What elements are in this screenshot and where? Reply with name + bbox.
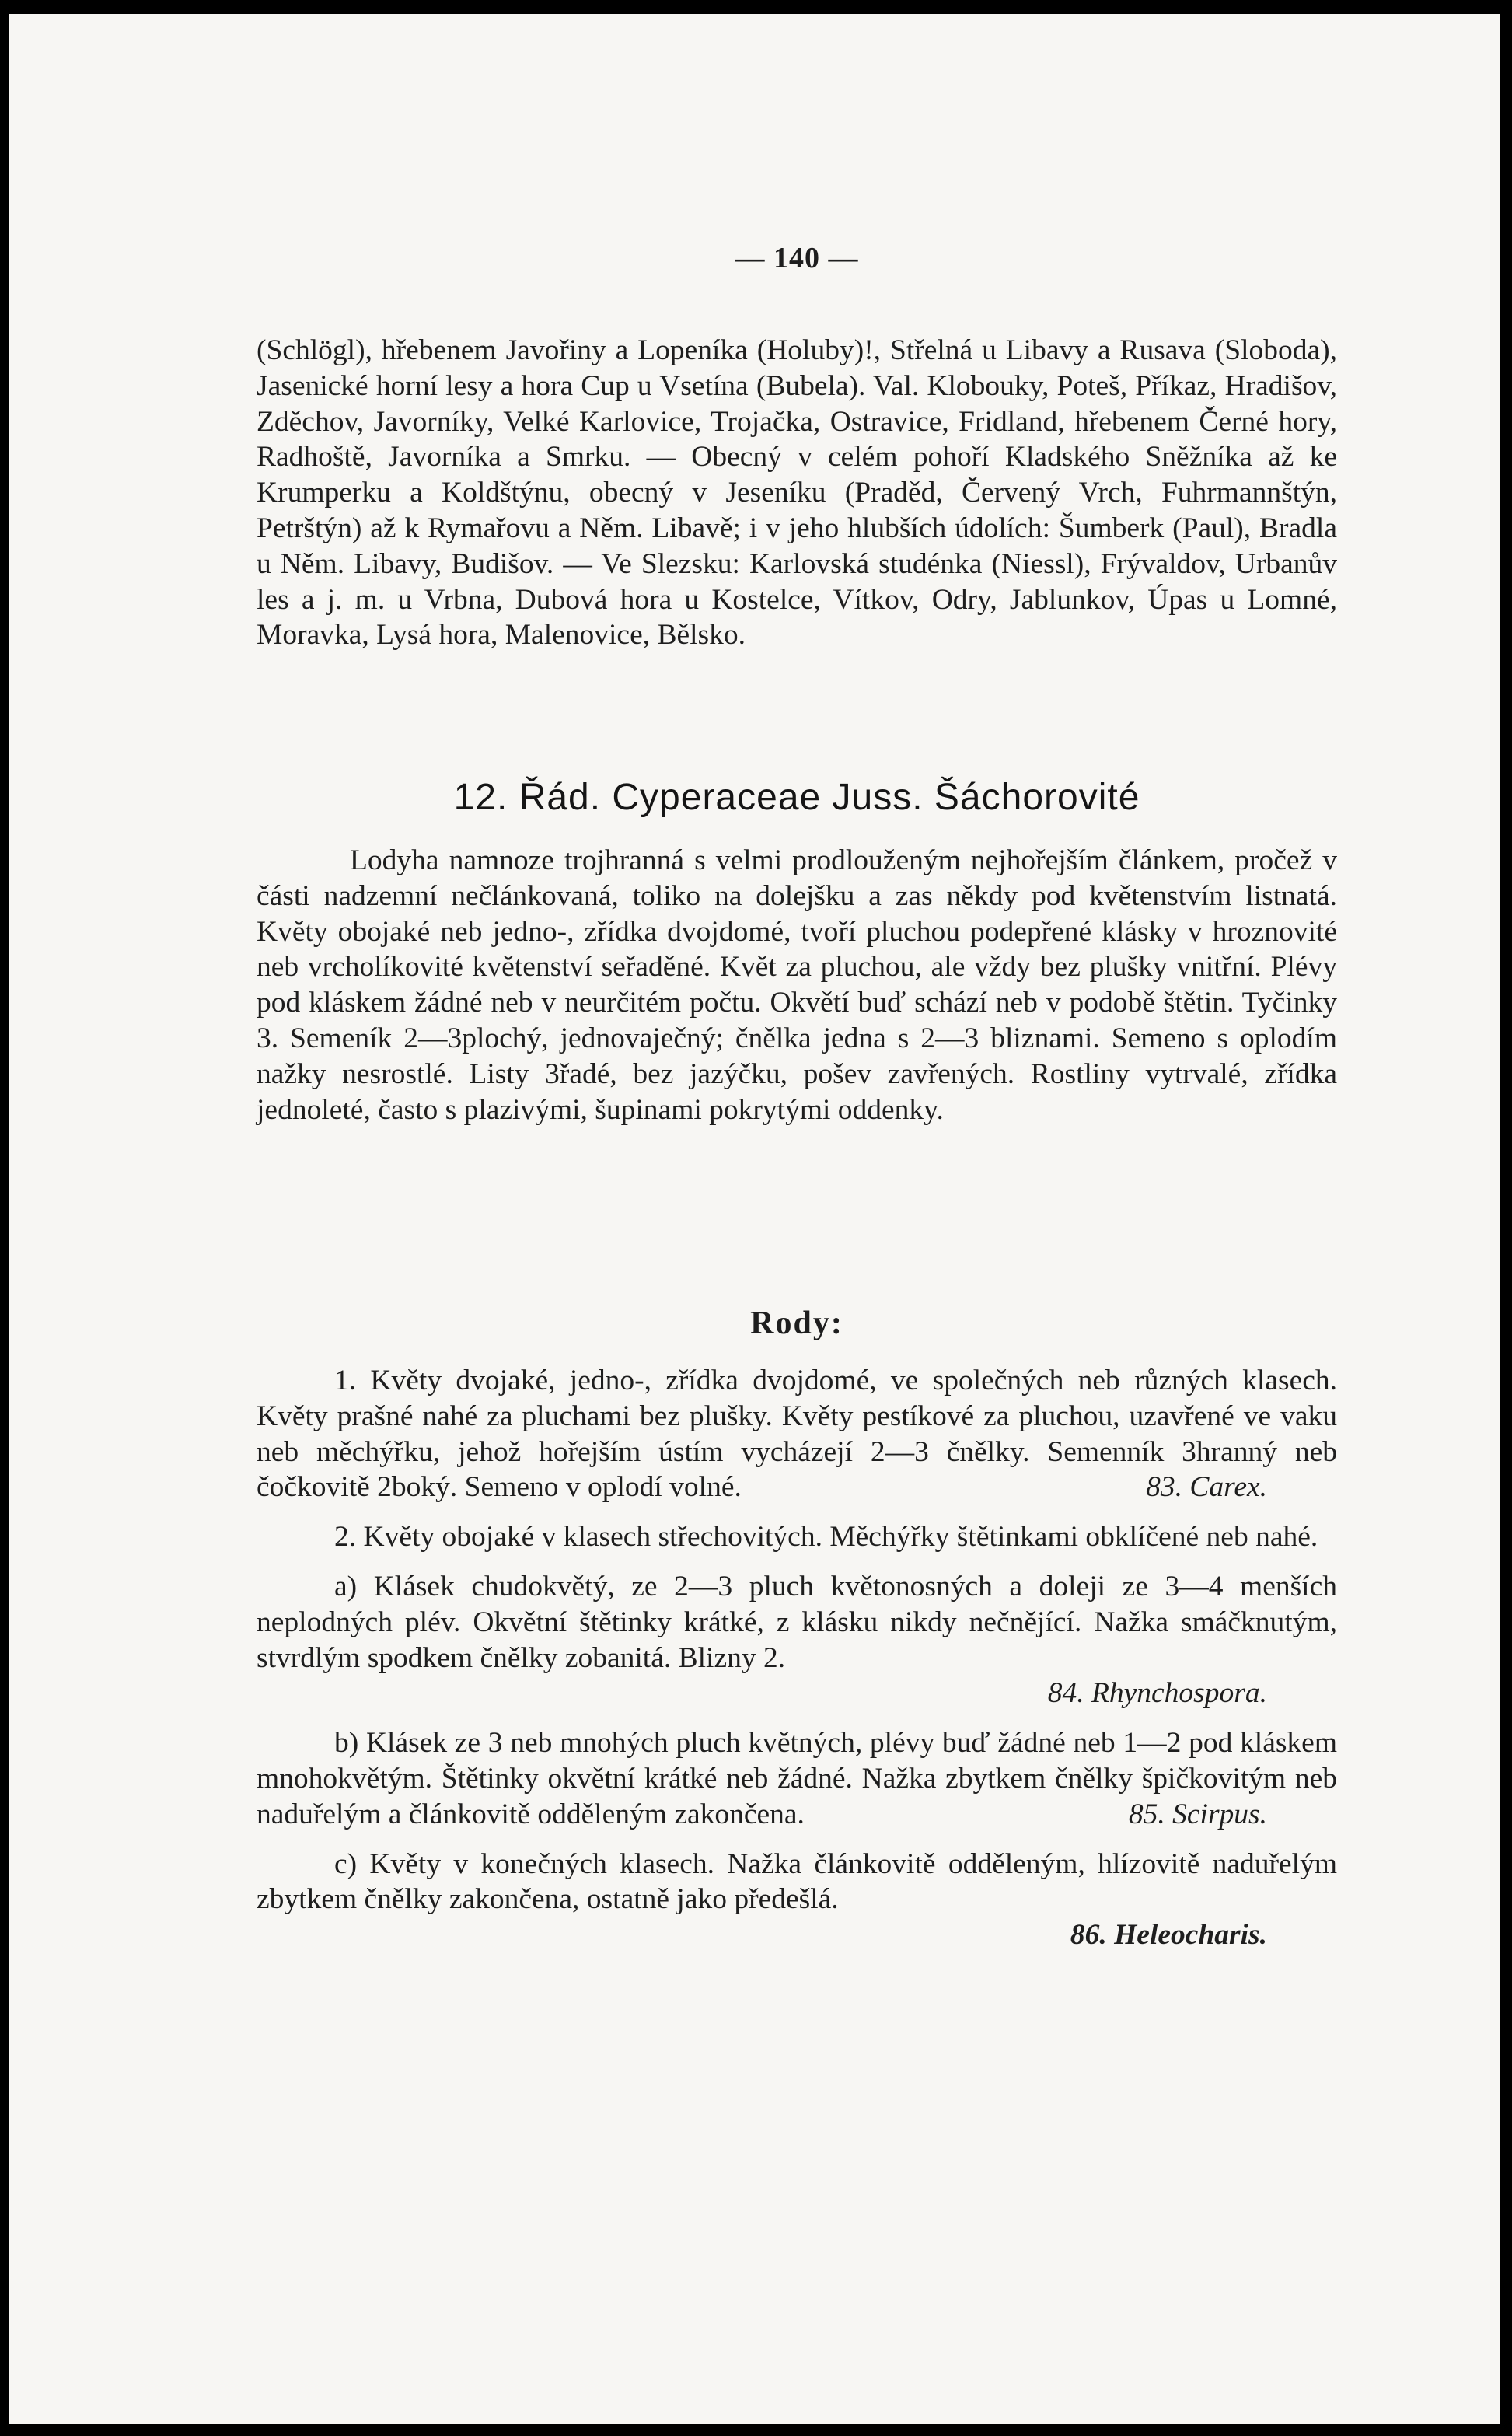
key-entry-2a-text: a) Klásek chudokvětý, ze 2—3 pluch květonosných a doleji ze 3—4 menších neplodných plév. Okvětní štětinky krátké, z klásku nikdy nečnějící. Nažka smáčknutým, stvrdlým spodkem čnělky zobanitá. Blizny 2. (257, 1570, 1337, 1674)
key-entry-2b-text: b) Klásek ze 3 neb mnohých pluch květných, plévy buď žádné neb 1—2 pod kláskem mnohokvětým. Štětinky okvětní krátké neb žádné. Nažka zbytkem čnělky špičkovitým neb naduřelým a článkovitě odděleným zakončena. (257, 1727, 1337, 1830)
continued-paragraph: (Schlögl), hřebenem Javořiny a Lopeníka (Holuby)!, Střelná u Libavy a Rusava (Sloboda), Jasenické horní lesy a hora Cup u Vsetína (Bubela). Val. Klobouky, Poteš, Příkaz, Hradišov, Zděchov, Javorníky, Velké Karlovice, Trojačka, Ostravice, Fridland, hřebenem Černé hory, Radhoště, Javorníka a Smrku. — Obecný v celém pohoří Kladského Sněžníka až ke Krumperku a Koldštýnu, obecný v Jeseníku (Praděd, Červený Vrch, Fuhrmannštýn, Petrštýn) až k Rymařovu a Něm. Libavě; i v jeho hlubších údolích: Šumberk (Paul), Bradla u Něm. Libavy, Budišov. — Ve Slezsku: Karlovská studénka (Niessl), Frývaldov, Urbanův les a j. m. u Vrbna, Dubová hora u Kostelce, Vítkov, Odry, Jablunkov, Úpas u Lomné, Moravka, Lysá hora, Malenovice, Bělsko. (257, 334, 1337, 652)
book-page (9, 14, 1500, 2424)
genera-key (257, 1363, 1337, 1967)
genus-heleocharis: 86. Heleocharis. (1070, 1919, 1267, 1952)
genera-heading: Rody: (750, 1305, 843, 1341)
key-entry-2 (257, 1519, 1337, 1555)
key-entry-2a (257, 1569, 1337, 1711)
genus-rhynchospora: 84. Rhynchospora. (1047, 1677, 1267, 1710)
key-entry-2-text: 2. Květy obojaké v klasech střechovitých. Měchýřky štětinkami obklíčené neb nahé. (334, 1521, 1318, 1554)
genus-scirpus: 85. Scirpus. (1128, 1798, 1267, 1830)
key-entry-1 (257, 1363, 1337, 1505)
page-number: — 140 — (735, 242, 859, 274)
key-entry-2c-text: c) Květy v konečných klasech. Nažka článkovitě odděleným, hlízovitě naduřelým zbytkem čnělky zakončena, ostatně jako předešlá. (257, 1847, 1337, 1916)
order-heading: 12. Řád. Cyperaceae Juss. Šáchorovité (453, 777, 1140, 818)
key-entry-2b (257, 1725, 1337, 1832)
genus-carex: 83. Carex. (1146, 1471, 1267, 1504)
key-entry-2c (257, 1847, 1337, 1953)
order-description: Lodyha namnoze trojhranná s velmi prodlouženým nejhořejším článkem, pročež v části nadzemní nečlánkovaná, toliko na dolejšku a zas někdy pod květenstvím listnatá. Květy obojaké neb jedno-, zřídka dvojdomé, tvoří pluchou podepřené klásky v hroznovité neb vrcholíkovité květenství seřaděné. Květ za pluchou, ale vždy bez plušky vnitřní. Plévy pod kláskem žádné neb v neurčitém počtu. Okvětí buď schází neb v podobě štětin. Tyčinky 3. Semeník 2—3plochý, jednovaječný; čnělka jedna s 2—3 bliznami. Semeno s oplodím nažky nesrostlé. Listy 3řadé, bez jazýčku, pošev zavřených. Rostliny vytrvalé, zřídka jednoleté, často s plazivými, šupinami pokrytými oddenky. (257, 844, 1337, 1126)
key-entry-1-text: 1. Květy dvojaké, jedno-, zřídka dvojdomé, ve společných neb různých klasech. Květy prašné nahé za pluchami bez plušky. Květy pestíkové za pluchou, uzavřené ve vaku neb měchýřku, jehož hořejším ústím vycházejí 2—3 čnělky. Semenník 3hranný neb čočkovitě 2boký. Semeno v oplodí volné. (257, 1365, 1337, 1504)
